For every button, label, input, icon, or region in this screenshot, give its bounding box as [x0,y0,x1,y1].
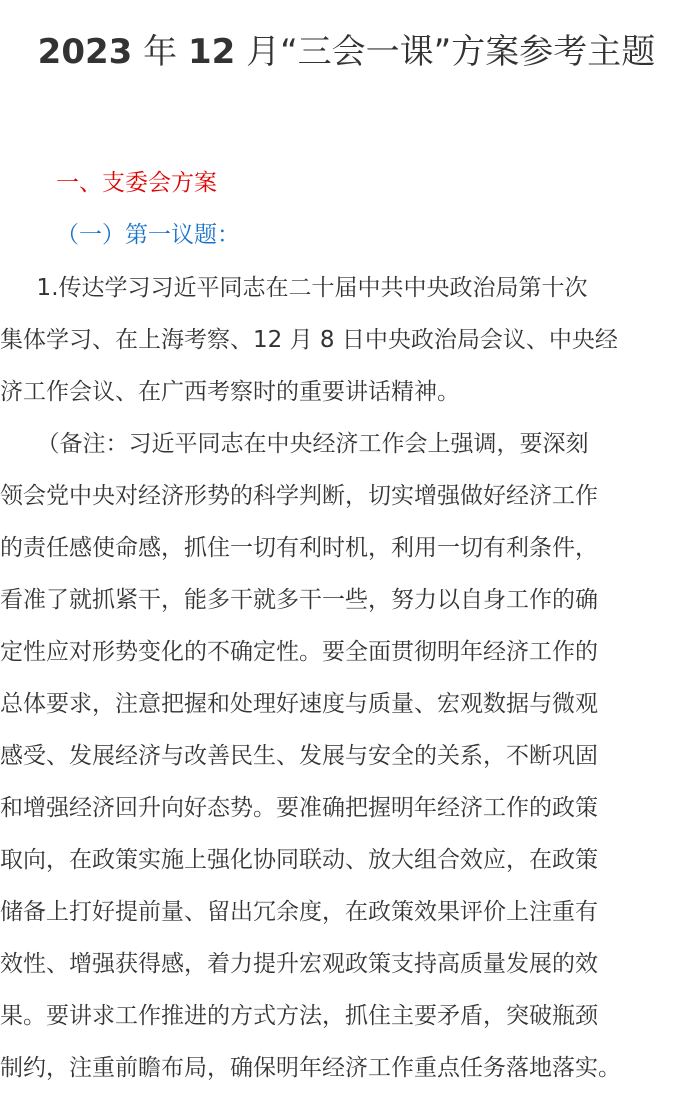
paragraph-line: 总体要求，注意把握和处理好速度与质量、宏观数据与微观 [0,691,598,717]
paragraph-line: （备注：习近平同志在中央经济工作会上强调，要深刻 [0,431,589,457]
paragraph-line: 看准了就抓紧干，能多干就多干一些，努力以自身工作的确 [0,587,598,613]
paragraph-line: 定性应对形势变化的不确定性。要全面贯彻明年经济工作的 [0,639,598,665]
title-year: 2023 [37,32,133,72]
paragraph-line: 和增强经济回升向好态势。要准确把握明年经济工作的政策 [0,795,598,821]
subsection-heading: （一）第一议题： [56,222,240,248]
paragraph-line: 取向，在政策实施上强化协同联动、放大组合效应，在政策 [0,847,598,873]
title-rest: 月“三会一课”方案参考主题 [235,32,656,72]
paragraph-line: 储备上打好提前量、留出冗余度，在政策效果评价上注重有 [0,899,598,925]
paragraph-line: 领会党中央对经济形势的科学判断，切实增强做好经济工作 [0,483,598,509]
paragraph-line: 济工作会议、在广西考察时的重要讲话精神。 [0,379,460,405]
paragraph-line: 效性、增强获得感，着力提升宏观政策支持高质量发展的效 [0,951,598,977]
paragraph-line: 集体学习、在上海考察、12 月 8 日中央政治局会议、中央经 [0,327,618,353]
section-heading: 一、支委会方案 [56,170,217,196]
paragraph-line: 1.传达学习习近平同志在二十届中共中央政治局第十次 [0,275,588,301]
title-year-suffix: 年 [132,32,188,72]
paragraph-line: 的责任感使命感，抓住一切有利时机，利用一切有利条件， [0,535,598,561]
document-title [0,28,693,76]
paragraph-line: 制约，注重前瞻布局，确保明年经济工作重点任务落地落实。 [0,1055,621,1081]
paragraph-line: 感受、发展经济与改善民生、发展与安全的关系，不断巩固 [0,743,598,769]
title-month: 12 [187,32,236,72]
paragraph-line: 果。要讲求工作推进的方式方法，抓住主要矛盾，突破瓶颈 [0,1003,598,1029]
